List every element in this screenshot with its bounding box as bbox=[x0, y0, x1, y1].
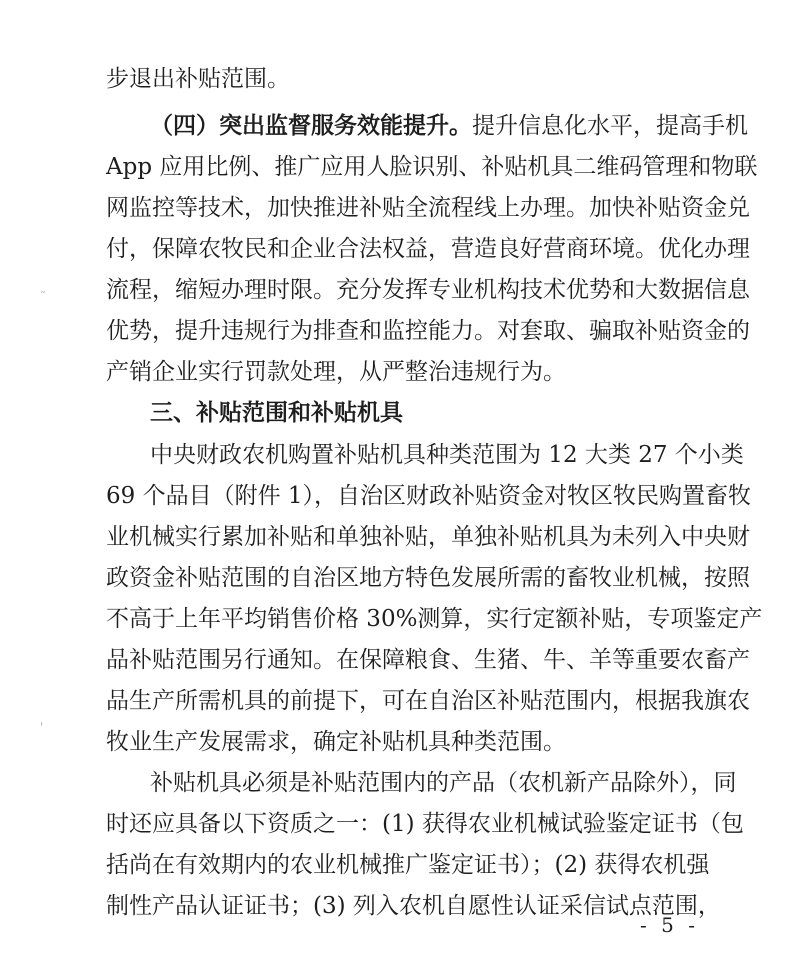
text-line: 括尚在有效期内的农业机械推广鉴定证书）；(2) 获得农机强 bbox=[106, 852, 710, 878]
text-line: 品生产所需机具的前提下，可在自治区补贴范围内，根据我旗农 bbox=[106, 688, 750, 714]
text-line: 优势，提升违规行为排查和监控能力。对套取、骗取补贴资金的 bbox=[106, 318, 750, 344]
text-span: 提升信息化水平，提高手机 bbox=[472, 113, 748, 139]
text-line: 69 个品目（附件 1），自治区财政补贴资金对牧区牧民购置畜牧 bbox=[106, 483, 752, 509]
text-line: 网监控等技术，加快推进补贴全流程线上办理。加快补贴资金兑 bbox=[106, 195, 750, 221]
scan-speck: ˜ bbox=[40, 290, 46, 304]
text-line: 流程，缩短办理时限。充分发挥专业机构技术优势和大数据信息 bbox=[106, 277, 750, 303]
page-number: - 5 - bbox=[640, 913, 699, 937]
text-line: App 应用比例、推广应用人脸识别、补贴机具二维码管理和物联 bbox=[106, 154, 758, 180]
text-line: 业机械实行累加补贴和单独补贴，单独补贴机具为未列入中央财 bbox=[106, 524, 750, 550]
text-line: 不高于上年平均销售价格 30%测算，实行定额补贴，专项鉴定产 bbox=[106, 606, 763, 632]
text-line: 牧业生产发展需求，确定补贴机具种类范围。 bbox=[106, 729, 566, 755]
text-line bbox=[150, 111, 748, 141]
text-line: 政资金补贴范围的自治区地方特色发展所需的畜牧业机械，按照 bbox=[106, 565, 750, 591]
text-line: 时还应具备以下资质之一：(1) 获得农业机械试验鉴定证书（包 bbox=[106, 811, 744, 837]
text-line: 步退出补贴范围。 bbox=[106, 66, 290, 92]
text-line: 品补贴范围另行通知。在保障粮食、生猪、牛、羊等重要农畜产 bbox=[106, 647, 750, 673]
scan-speck: ' bbox=[40, 720, 44, 734]
section-subheading: （四）突出监督服务效能提升。 bbox=[150, 113, 472, 139]
text-line: 付，保障农牧民和企业合法权益，营造良好营商环境。优化办理 bbox=[106, 236, 750, 262]
text-line: 中央财政农机购置补贴机具种类范围为 12 大类 27 个小类 bbox=[150, 442, 744, 468]
text-line: 补贴机具必须是补贴范围内的产品（农机新产品除外），同 bbox=[150, 770, 737, 796]
text-line: 制性产品认证证书；(3) 列入农机自愿性认证采信试点范围， bbox=[106, 893, 721, 919]
section-heading: 三、补贴范围和补贴机具 bbox=[150, 400, 403, 426]
text-line: 产销企业实行罚款处理，从严整治违规行为。 bbox=[106, 359, 566, 385]
